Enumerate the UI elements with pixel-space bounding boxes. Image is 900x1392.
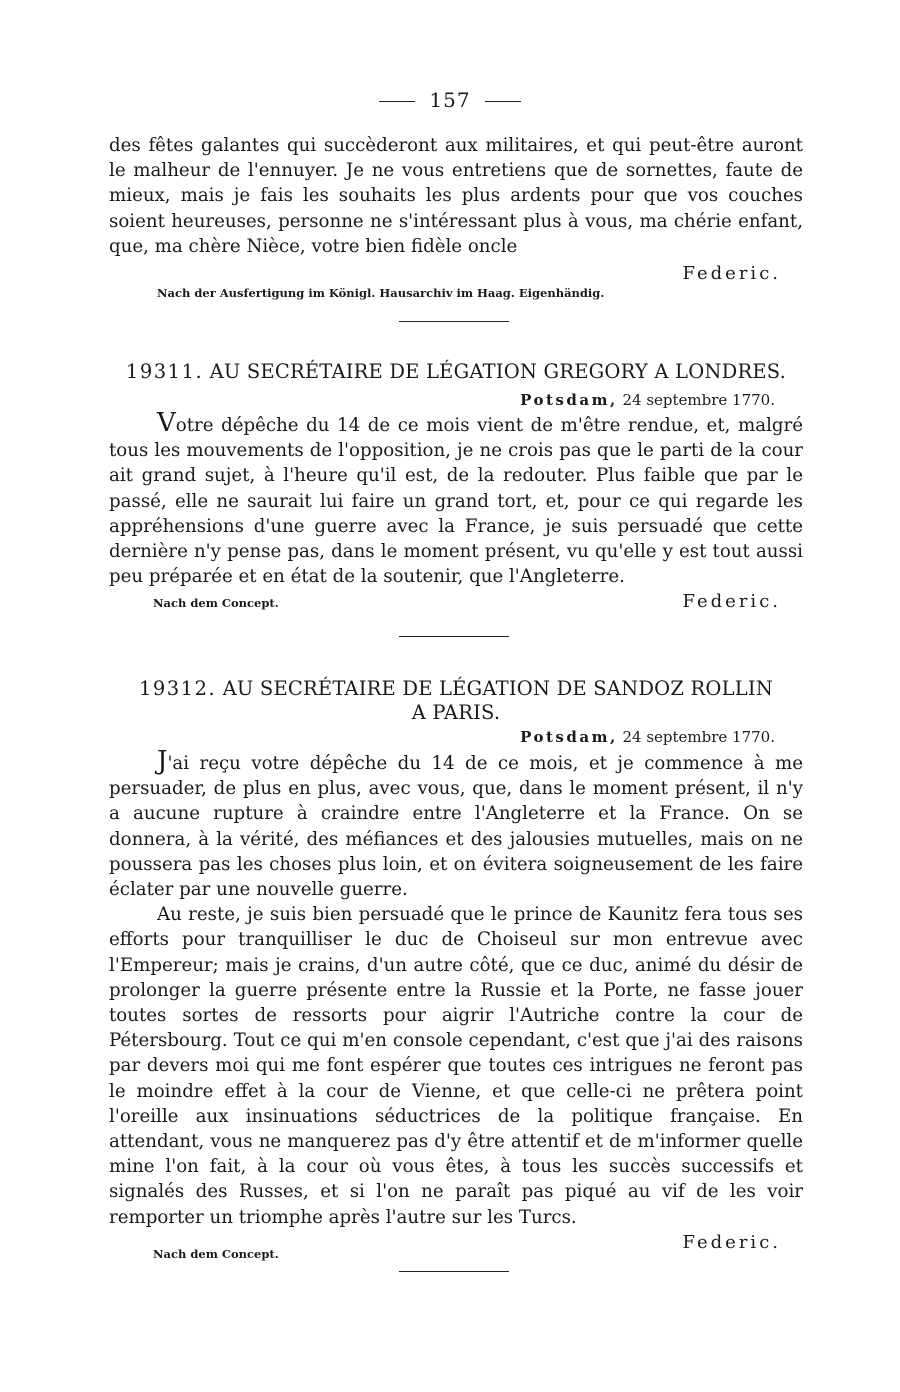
letter-number: 19311. (125, 360, 204, 383)
letter-dateline (109, 390, 803, 410)
letter-source-note: Nach dem Concept. (153, 1246, 279, 1261)
letter-paragraph (109, 408, 803, 589)
letter-heading-line2: A PARIS. (411, 701, 501, 724)
letter-title: AU SECRÉTAIRE DE LÉGATION GREGORY A LONDRES. (209, 360, 787, 383)
letter-dateline (109, 727, 803, 747)
paragraph-text: Au reste, je suis bien persuadé que le prince de Kaunitz fera tous ses efforts pour tranquilliser le duc de Choiseul sur mon entrevue avec l'Empereur; mais je crains, d'un autre côté, que ce duc, animé du désir de prolonger la guerre présente entre la Russie et la Porte, ne fasse jouer toutes sortes de ressorts pour aigrir l'Autriche contre la cour de Pétersbourg. Tout ce qui m'en console cependant, c'est que j'ai des raisons par devers moi qui me font espérer que toutes ces intrigues ne feront pas le moindre effet à la cour de Vienne, et que celle-ci ne prêtera point l'oreille aux insinuations séductrices de la politique française. En attendant, vous ne manquerez pas d'y être attentif et de m'informer quelle mine l'on fait, à la cour où vous êtes, à tous les succès successifs et signalés des Russes, et si l'on ne paraît pas piqué au vif de les voir remporter un triomphe après l'autre sur les Turcs. (109, 904, 803, 1228)
letter-signature: Federic. (682, 1231, 781, 1253)
page-number-text: 157 (429, 88, 471, 112)
letter-signature: Federic. (682, 591, 781, 613)
page-number-dash-left (379, 101, 415, 102)
letter-19312 (109, 677, 803, 1261)
section-divider (399, 636, 509, 637)
letter-title: AU SECRÉTAIRE DE LÉGATION DE SANDOZ ROLLIN (222, 677, 774, 700)
letter-date: 24 septembre 1770. (622, 391, 775, 409)
first-letter: J (157, 746, 168, 776)
section-divider (399, 1271, 509, 1272)
section-divider (399, 321, 509, 322)
page-number-dash-right (485, 101, 521, 102)
letter-heading (109, 677, 803, 701)
letter-paragraph (109, 902, 803, 1230)
opening-paragraph: des fêtes galantes qui succèderont aux militaires, et qui peut-être auront le malheur de l'ennuyer. Je ne vous entretiens que de sornettes, faute de mieux, mais je fais les souhaits les plus ardents pour que vos couches soient heureuses, personne ne s'intéressant plus à vous, ma chérie enfant, que, ma chère Nièce, votre bien fidèle oncle (109, 135, 803, 257)
paragraph-text: otre dépêche du 14 de ce mois vient de m'être rendue, et, malgré tous les mouvements de l'opposition, je ne crois pas que le parti de la cour ait grand sujet, à l'heure qu'il est, de la redouter. Plus faible que par le passé, elle ne saurait lui faire un grand tort, et, pour ce qui regarde les appréhensions d'une guerre avec la France, je suis persuadé que cette dernière n'y pense pas, dans le moment présent, vu qu'elle y est tout aussi peu préparée et en état de la soutenir, que l'Angleterre. (109, 415, 803, 588)
letter-footer (109, 591, 803, 612)
letter-paragraph (109, 746, 803, 902)
first-letter: V (157, 408, 176, 438)
paragraph-text: 'ai reçu votre dépêche du 14 de ce mois, et je commence à me persuader, de plus en plus, avec vous, que, dans le moment présent, il n'y a aucune rupture à craindre entre l'Angleterre et la France. On se donnera, à la vérité, des méfiances et des jalousies mutuelles, mais on ne poussera pas les choses plus loin, et on évitera soigneusement de les faire éclater par une nouvelle guerre. (109, 753, 803, 901)
opening-source-note: Nach der Ausfertigung im Königl. Hausarchiv im Haag. Eigenhändig. (157, 286, 605, 301)
letter-19311 (109, 360, 803, 612)
opening-signature: Federic. (682, 263, 781, 285)
letter-footer (109, 1231, 803, 1261)
letter-date: 24 septembre 1770. (622, 728, 775, 746)
opening-section (109, 133, 803, 300)
letter-place: Potsdam, (520, 728, 618, 746)
letter-place: Potsdam, (520, 391, 618, 409)
letter-source-note: Nach dem Concept. (153, 596, 279, 611)
page-number (0, 88, 900, 112)
letter-heading (109, 360, 803, 384)
letter-number: 19312. (138, 677, 217, 700)
